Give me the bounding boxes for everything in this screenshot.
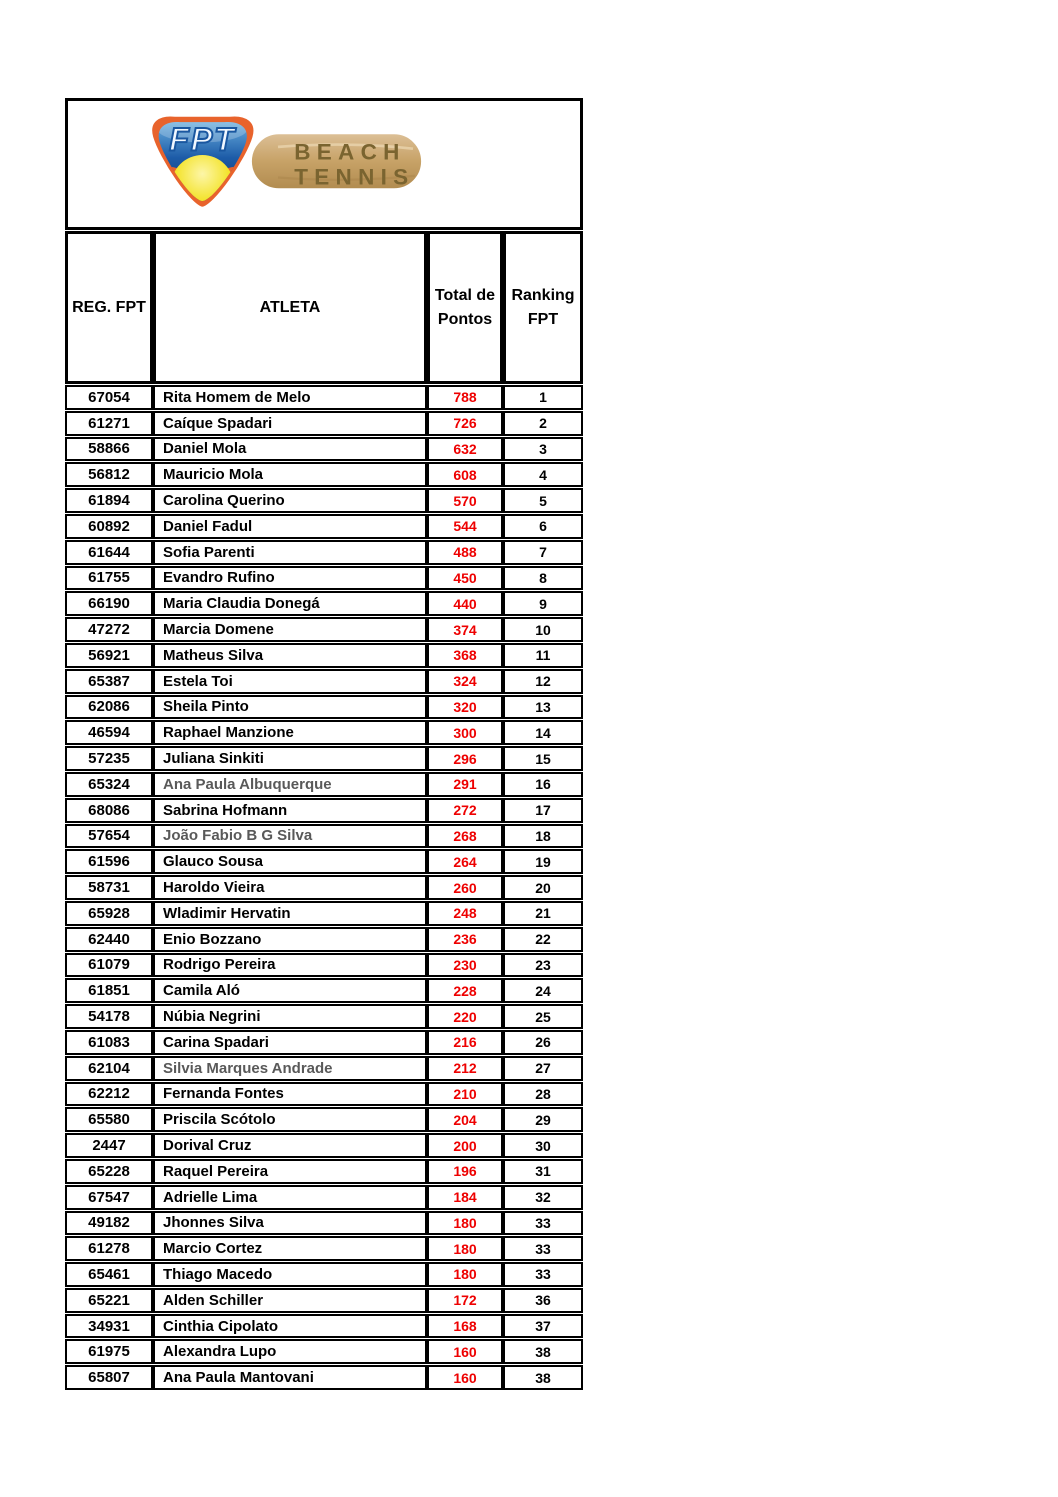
reg-cell: 65324 (65, 772, 153, 797)
reg-cell: 58731 (65, 875, 153, 900)
athlete-cell: Mauricio Mola (153, 462, 427, 487)
table-row (65, 1288, 583, 1313)
reg-cell: 61278 (65, 1236, 153, 1261)
rank-cell: 32 (503, 1185, 583, 1210)
rank-cell: 36 (503, 1288, 583, 1313)
athlete-cell: Juliana Sinkiti (153, 746, 427, 771)
reg-cell: 56921 (65, 643, 153, 668)
reg-cell: 67054 (65, 385, 153, 410)
athlete-cell: Marcia Domene (153, 617, 427, 642)
table-row (65, 1236, 583, 1261)
points-cell: 544 (427, 514, 503, 539)
reg-cell: 62104 (65, 1056, 153, 1081)
rank-cell: 5 (503, 488, 583, 513)
reg-cell: 65461 (65, 1262, 153, 1287)
table-row (65, 591, 583, 616)
rank-cell: 29 (503, 1107, 583, 1132)
points-cell: 200 (427, 1133, 503, 1158)
athlete-cell: Alden Schiller (153, 1288, 427, 1313)
reg-cell: 62212 (65, 1082, 153, 1107)
rank-cell: 19 (503, 849, 583, 874)
table-row (65, 437, 583, 462)
reg-cell: 65928 (65, 901, 153, 926)
rank-cell: 9 (503, 591, 583, 616)
points-cell: 160 (427, 1365, 503, 1390)
points-cell: 228 (427, 978, 503, 1003)
rank-cell: 15 (503, 746, 583, 771)
table-row (65, 1082, 583, 1107)
points-cell: 324 (427, 669, 503, 694)
points-cell: 450 (427, 566, 503, 591)
points-cell: 488 (427, 540, 503, 565)
athlete-cell: Fernanda Fontes (153, 1082, 427, 1107)
points-cell: 230 (427, 953, 503, 978)
points-cell: 204 (427, 1107, 503, 1132)
points-cell: 168 (427, 1314, 503, 1339)
ranking-table-body (65, 385, 583, 1390)
rank-cell: 20 (503, 875, 583, 900)
points-cell: 368 (427, 643, 503, 668)
reg-cell: 68086 (65, 798, 153, 823)
table-row (65, 411, 583, 436)
table-row (65, 798, 583, 823)
rank-cell: 38 (503, 1365, 583, 1390)
rank-cell: 30 (503, 1133, 583, 1158)
header-total-pontos-line2: Pontos (437, 310, 493, 328)
reg-cell: 62440 (65, 927, 153, 952)
reg-cell: 60892 (65, 514, 153, 539)
athlete-cell: Carina Spadari (153, 1030, 427, 1055)
table-row (65, 1339, 583, 1364)
rank-cell: 37 (503, 1314, 583, 1339)
athlete-cell: Carolina Querino (153, 488, 427, 513)
athlete-cell: Enio Bozzano (153, 927, 427, 952)
header-atleta: ATLETA (153, 231, 427, 384)
reg-cell: 57235 (65, 746, 153, 771)
reg-cell: 61975 (65, 1339, 153, 1364)
athlete-cell: Cinthia Cipolato (153, 1314, 427, 1339)
points-cell: 291 (427, 772, 503, 797)
points-cell: 268 (427, 824, 503, 849)
reg-cell: 65807 (65, 1365, 153, 1390)
table-row (65, 462, 583, 487)
rank-cell: 12 (503, 669, 583, 694)
athlete-cell: Daniel Mola (153, 437, 427, 462)
reg-cell: 65580 (65, 1107, 153, 1132)
table-row (65, 1185, 583, 1210)
header-ranking-fpt-line2: FPT (527, 310, 559, 328)
table-row (65, 901, 583, 926)
rank-cell: 33 (503, 1236, 583, 1261)
table-row (65, 927, 583, 952)
header-ranking-fpt (503, 231, 583, 384)
points-cell: 160 (427, 1339, 503, 1364)
rank-cell: 22 (503, 927, 583, 952)
reg-cell: 61079 (65, 953, 153, 978)
points-cell: 180 (427, 1262, 503, 1287)
table-row (65, 566, 583, 591)
header-row (65, 231, 583, 384)
points-cell: 374 (427, 617, 503, 642)
points-cell: 212 (427, 1056, 503, 1081)
athlete-cell: Rita Homem de Melo (153, 385, 427, 410)
points-cell: 570 (427, 488, 503, 513)
table-row (65, 953, 583, 978)
table-row (65, 772, 583, 797)
rank-cell: 26 (503, 1030, 583, 1055)
athlete-cell: Camila Aló (153, 978, 427, 1003)
athlete-cell: Sofia Parenti (153, 540, 427, 565)
reg-cell: 61894 (65, 488, 153, 513)
fpt-beach-tennis-logo (143, 107, 431, 221)
rank-cell: 27 (503, 1056, 583, 1081)
points-cell: 184 (427, 1185, 503, 1210)
athlete-cell: Rodrigo Pereira (153, 953, 427, 978)
rank-cell: 33 (503, 1211, 583, 1236)
table-row (65, 824, 583, 849)
athlete-cell: Silvia Marques Andrade (153, 1056, 427, 1081)
table-row (65, 720, 583, 745)
table-row (65, 875, 583, 900)
athlete-cell: Priscila Scótolo (153, 1107, 427, 1132)
reg-cell: 67547 (65, 1185, 153, 1210)
logo-box (65, 98, 583, 230)
athlete-cell: Wladimir Hervatin (153, 901, 427, 926)
reg-cell: 47272 (65, 617, 153, 642)
rank-cell: 17 (503, 798, 583, 823)
table-row (65, 849, 583, 874)
rank-cell: 7 (503, 540, 583, 565)
rank-cell: 24 (503, 978, 583, 1003)
table-row (65, 1133, 583, 1158)
points-cell: 248 (427, 901, 503, 926)
athlete-cell: Daniel Fadul (153, 514, 427, 539)
points-cell: 196 (427, 1159, 503, 1184)
reg-cell: 49182 (65, 1211, 153, 1236)
table-row (65, 1262, 583, 1287)
rank-cell: 4 (503, 462, 583, 487)
athlete-cell: Sabrina Hofmann (153, 798, 427, 823)
header-reg-fpt: REG. FPT (65, 231, 153, 384)
table-row (65, 1314, 583, 1339)
table-row (65, 488, 583, 513)
points-cell: 272 (427, 798, 503, 823)
reg-cell: 61755 (65, 566, 153, 591)
athlete-cell: Núbia Negrini (153, 1004, 427, 1029)
rank-cell: 16 (503, 772, 583, 797)
points-cell: 260 (427, 875, 503, 900)
athlete-cell: Haroldo Vieira (153, 875, 427, 900)
logo-beach-text: BEACH (294, 139, 406, 165)
athlete-cell: Evandro Rufino (153, 566, 427, 591)
rank-cell: 11 (503, 643, 583, 668)
athlete-cell: Jhonnes Silva (153, 1211, 427, 1236)
athlete-cell: Maria Claudia Donegá (153, 591, 427, 616)
table-row (65, 540, 583, 565)
rank-cell: 21 (503, 901, 583, 926)
rank-cell: 18 (503, 824, 583, 849)
ranking-table (65, 230, 583, 1391)
athlete-cell: Dorival Cruz (153, 1133, 427, 1158)
points-cell: 440 (427, 591, 503, 616)
points-cell: 608 (427, 462, 503, 487)
athlete-cell: Alexandra Lupo (153, 1339, 427, 1364)
athlete-cell: Sheila Pinto (153, 695, 427, 720)
points-cell: 172 (427, 1288, 503, 1313)
points-cell: 788 (427, 385, 503, 410)
points-cell: 296 (427, 746, 503, 771)
table-row (65, 1004, 583, 1029)
points-cell: 180 (427, 1211, 503, 1236)
points-cell: 300 (427, 720, 503, 745)
points-cell: 264 (427, 849, 503, 874)
reg-cell: 58866 (65, 437, 153, 462)
athlete-cell: Matheus Silva (153, 643, 427, 668)
reg-cell: 61596 (65, 849, 153, 874)
reg-cell: 2447 (65, 1133, 153, 1158)
table-row (65, 385, 583, 410)
points-cell: 632 (427, 437, 503, 462)
rank-cell: 3 (503, 437, 583, 462)
athlete-cell: João Fabio B G Silva (153, 824, 427, 849)
points-cell: 726 (427, 411, 503, 436)
rank-cell: 13 (503, 695, 583, 720)
rank-cell: 23 (503, 953, 583, 978)
points-cell: 210 (427, 1082, 503, 1107)
rank-cell: 38 (503, 1339, 583, 1364)
points-cell: 220 (427, 1004, 503, 1029)
points-cell: 320 (427, 695, 503, 720)
table-row (65, 669, 583, 694)
header-ranking-fpt-line1: Ranking (511, 287, 575, 305)
table-row (65, 1056, 583, 1081)
table-row (65, 1211, 583, 1236)
rank-cell: 1 (503, 385, 583, 410)
reg-cell: 61644 (65, 540, 153, 565)
logo-shield (143, 113, 264, 220)
reg-cell: 57654 (65, 824, 153, 849)
rank-cell: 25 (503, 1004, 583, 1029)
rank-cell: 33 (503, 1262, 583, 1287)
table-row (65, 1159, 583, 1184)
logo-wood-pill (249, 132, 424, 191)
rank-cell: 14 (503, 720, 583, 745)
rank-cell: 2 (503, 411, 583, 436)
reg-cell: 61851 (65, 978, 153, 1003)
reg-cell: 54178 (65, 1004, 153, 1029)
points-cell: 180 (427, 1236, 503, 1261)
athlete-cell: Glauco Sousa (153, 849, 427, 874)
table-row (65, 1030, 583, 1055)
rank-cell: 6 (503, 514, 583, 539)
reg-cell: 34931 (65, 1314, 153, 1339)
athlete-cell: Adrielle Lima (153, 1185, 427, 1210)
athlete-cell: Raquel Pereira (153, 1159, 427, 1184)
rank-cell: 28 (503, 1082, 583, 1107)
reg-cell: 46594 (65, 720, 153, 745)
athlete-cell: Thiago Macedo (153, 1262, 427, 1287)
table-row (65, 1107, 583, 1132)
table-row (65, 746, 583, 771)
reg-cell: 62086 (65, 695, 153, 720)
reg-cell: 56812 (65, 462, 153, 487)
header-total-pontos (427, 231, 503, 384)
rank-cell: 8 (503, 566, 583, 591)
athlete-cell: Marcio Cortez (153, 1236, 427, 1261)
reg-cell: 61083 (65, 1030, 153, 1055)
reg-cell: 65221 (65, 1288, 153, 1313)
reg-cell: 66190 (65, 591, 153, 616)
athlete-cell: Ana Paula Albuquerque (153, 772, 427, 797)
points-cell: 236 (427, 927, 503, 952)
table-row (65, 643, 583, 668)
rank-cell: 10 (503, 617, 583, 642)
athlete-cell: Estela Toi (153, 669, 427, 694)
header-total-pontos-line1: Total de (434, 287, 496, 305)
rank-cell: 31 (503, 1159, 583, 1184)
logo-tennis-text: TENNIS (294, 164, 415, 190)
table-row (65, 1365, 583, 1390)
logo-fpt-text: FPT (169, 121, 236, 158)
table-row (65, 978, 583, 1003)
ranking-sheet (65, 98, 583, 1391)
reg-cell: 65228 (65, 1159, 153, 1184)
reg-cell: 65387 (65, 669, 153, 694)
table-row (65, 617, 583, 642)
athlete-cell: Caíque Spadari (153, 411, 427, 436)
athlete-cell: Ana Paula Mantovani (153, 1365, 427, 1390)
reg-cell: 61271 (65, 411, 153, 436)
table-row (65, 514, 583, 539)
athlete-cell: Raphael Manzione (153, 720, 427, 745)
points-cell: 216 (427, 1030, 503, 1055)
table-row (65, 695, 583, 720)
